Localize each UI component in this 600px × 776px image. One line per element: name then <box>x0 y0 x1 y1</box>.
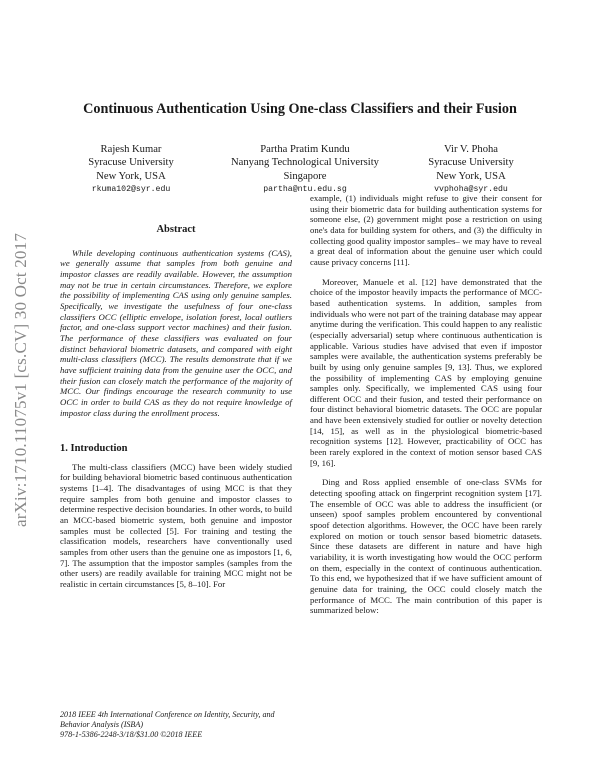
introduction-paragraph: The multi-class classifiers (MCC) have been widely studied for building behavioral biometric based continuous authentication systems [1–4]. The disadvantages of using MCC is that they require samples from both genuine and impostor classes to determine respective decision boundaries. In other words, to build an MCC-based biometric system, both genuine and impostor samples must be collected [5]. For training and testing the classification models, researchers have conventionally used samples from other users than the genuine one as impostors [1, 6, 7]. The assumption that the impostor samples (samples from the other users) are readily available for training MCC might not be realistic in certain circumstances [5, 8–10]. For <box>60 461 292 590</box>
author-affiliation: Nanyang Technological University <box>231 157 379 169</box>
author-name: Rajesh Kumar <box>100 144 162 155</box>
right-column <box>310 193 542 616</box>
author-name: Partha Pratim Kundu <box>260 144 350 155</box>
author-email[interactable]: vvphoha@syr.edu <box>434 185 508 195</box>
arxiv-stamp <box>8 200 34 560</box>
author-block-2 <box>205 143 405 197</box>
footnote-conference: 2018 IEEE 4th International Conference on Identity, Security, and Behavior Analysis (ISBA) <box>60 710 275 730</box>
author-block-1 <box>60 143 202 197</box>
author-location: New York, USA <box>96 170 166 182</box>
author-email[interactable]: partha@ntu.edu.sg <box>263 185 347 195</box>
section-heading-introduction: 1. Introduction <box>60 443 128 455</box>
arxiv-stamp-text: arXiv:1710.11075v1 [cs.CV] 30 Oct 2017 <box>11 232 30 528</box>
author-block-3 <box>400 143 542 197</box>
continued-paragraph: example, (1) individuals might refuse to give their consent for using their biometric data for building authentication systems for someone else, (2) government might pose a restriction on using one's data for building system for others, and (3) the difficulty in collecting good quality impostor samples– we may have to reveal a great deal of information about the genuine user which could cause privacy concerns [11]. <box>310 193 542 267</box>
conference-footnote <box>60 710 292 741</box>
body-paragraph: Ding and Ross applied ensemble of one-class SVMs for detecting spoofing attack on fingerprint recognition system [17]. The ensemble of OCC was able to address the insufficient (or unseen) spoof samples problem encountered by conventional spoof detection algorithms. However, the OCC have been rarely explored on motion or touch sensor based biometric datasets. Since these datasets are different in nature and have high variability, it is worth investigating how would the OCC perform on them, especially in the context of continuous authentication. To this end, we hypothesized that if we have sufficient amount of genuine data for training, the OCC could closely match the performance of MCC. The main contribution of this paper is summarized below: <box>310 477 542 616</box>
paper-title: Continuous Authentication Using One-class Classifiers and their Fusion <box>83 101 517 117</box>
author-affiliation: Syracuse University <box>88 157 174 169</box>
abstract-text: While developing continuous authentication systems (CAS), we generally assume that samples from both genuine and impostor classes are readily available. However, the assumption may not be true in certain circumstances. Therefore, we explore the possibility of implementing CAS using only genuine samples. Specifically, we investigate the usefulness of four one-class classifiers OCC (elliptic envelope, isolation forest, local outliers factor, and one-class support vector machines) and their fusion. The performance of these classifiers was evaluated on four distinct behavioral biometric datasets, and compared with eight multi-class classifiers (MCC). The results demonstrate that if we have sufficient training data from the genuine user the OCC, and their fusion can closely match the performance of the majority of MCC. Our findings encourage the research community to use OCC in order to build CAS as they do not require knowledge of impostor class during the enrollment process. <box>60 247 292 418</box>
footnote-isbn: 978-1-5386-2248-3/18/$31.00 ©2018 IEEE <box>60 730 203 740</box>
author-location: Singapore <box>283 170 327 182</box>
left-column <box>60 225 292 590</box>
author-affiliation: Syracuse University <box>428 157 514 169</box>
body-paragraph: Moreover, Manuele et al. [12] have demonstrated that the choice of the impostor heavily impacts the performance of MCC-based authentication systems. In addition, samples from individuals who were not part of the training database may appear anytime during the verification. This could happen to any realistic (especially adversarial) setup where continuous authentication is applicable. Various studies have advised that even if impostor samples were available, the authentication systems preferably be built by using only genuine samples [9, 13]. Thus, we explored the possibility of implementing CAS by employing genuine samples only. Specifically, we implemented CAS using four different OCC and their fusion, and tested their performance on four distinct behavioral biometric datasets. The OCC are popular and have been extensively studied for outlier or novelty detection [14, 15], as well as in the physiological biometric-based recognition systems [12]. However, practicability of OCC has been rarely explored in the context of motion sensor based CAS [9, 16]. <box>310 276 542 468</box>
author-location: New York, USA <box>436 170 506 182</box>
author-name: Vir V. Phoha <box>443 144 498 155</box>
author-email[interactable]: rkuma102@syr.edu <box>91 185 171 195</box>
abstract-heading: Abstract <box>156 224 196 235</box>
